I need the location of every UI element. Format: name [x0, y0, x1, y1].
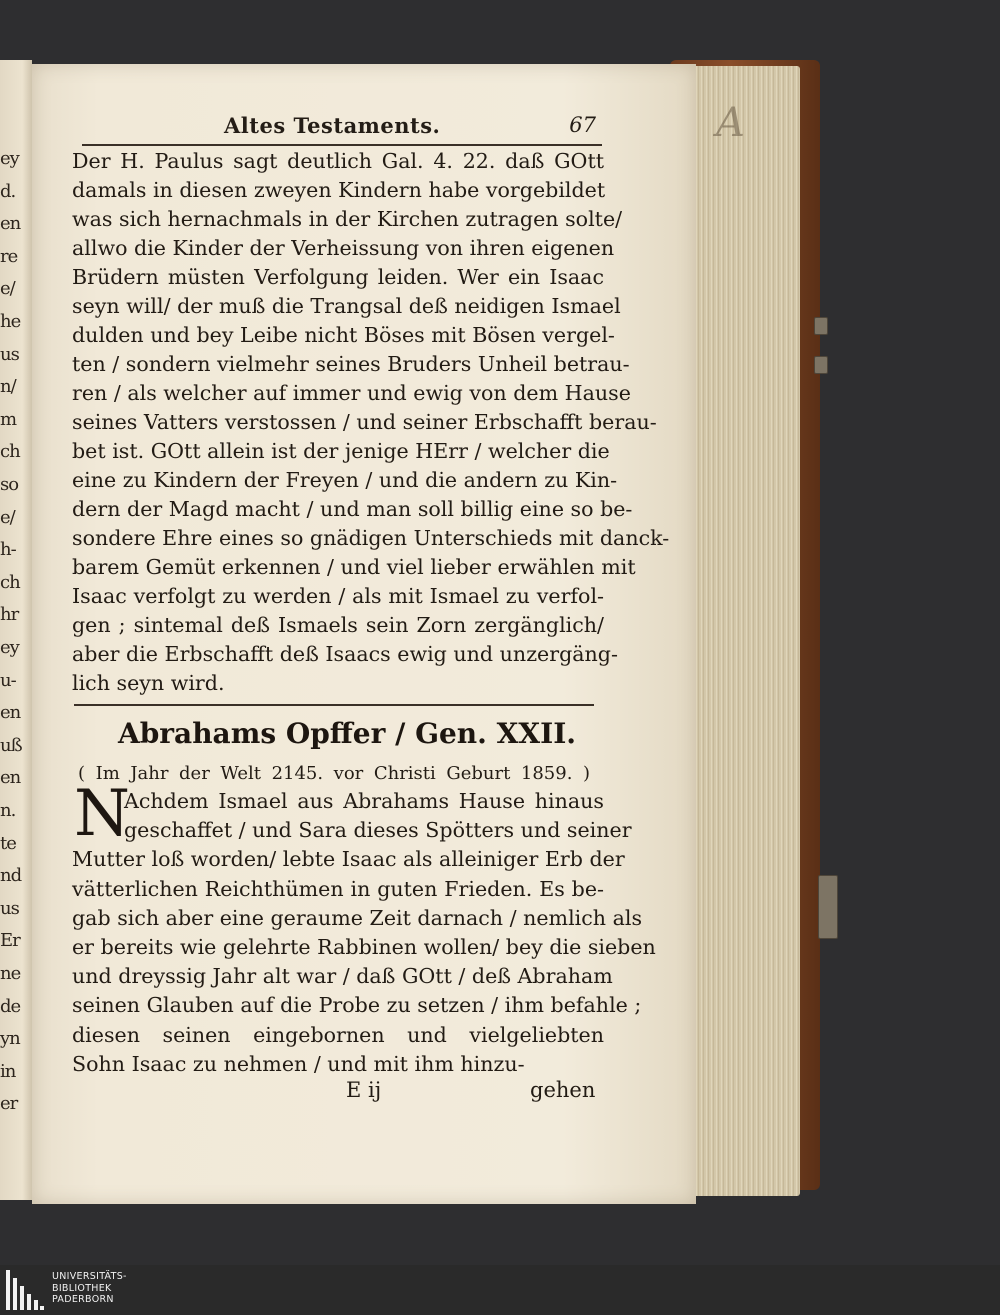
- previous-page-fragment: so: [0, 474, 19, 495]
- previous-page-fragment: e/: [0, 506, 15, 528]
- library-logo-icon: [6, 1270, 44, 1310]
- text-line: eine zu Kindern der Freyen / und die andern zu Kin-: [72, 468, 618, 492]
- text-line: geschaffet / und Sara dieses Spötters und seiner: [124, 818, 632, 843]
- previous-page-fragment: uß: [0, 734, 22, 756]
- text-line: ten / sondern vielmehr seines Bruders Unheil betrau-: [72, 352, 630, 376]
- text-line: er bereits wie gelehrte Rabbinen wollen/ bey die sieben: [72, 935, 656, 959]
- previous-page-fragment: u-: [0, 669, 16, 691]
- previous-page-fragment: ch: [0, 441, 20, 463]
- previous-page-fragment: h-: [0, 539, 16, 561]
- previous-page-fragment: re: [0, 245, 18, 267]
- text-line: seinen Glauben auf die Probe zu setzen / ihm befahle ;: [72, 993, 642, 1018]
- catchword: gehen: [530, 1078, 596, 1102]
- text-line: dulden und bey Leibe nicht Böses mit Bösen vergel-: [72, 323, 615, 347]
- text-line: Der H. Paulus sagt deutlich Gal. 4. 22. daß GOtt: [72, 149, 604, 173]
- library-name: [52, 1271, 127, 1306]
- page-block-edge: [680, 66, 800, 1196]
- previous-page-fragment: ey: [0, 148, 19, 169]
- text-line: dern der Magd macht / und man soll billig eine so be-: [72, 497, 633, 521]
- drop-cap: N: [74, 777, 130, 851]
- text-line: vätterlichen Reichthümen in guten Frieden. Es be-: [72, 876, 604, 901]
- previous-page-fragment: in: [0, 1060, 16, 1082]
- running-title: Altes Testaments.: [224, 113, 441, 138]
- previous-page-fragment: Er: [0, 930, 20, 952]
- clasp-middle: [814, 356, 828, 374]
- previous-page-fragment: en: [0, 702, 21, 724]
- text-line: gab sich aber eine geraume Zeit darnach / nemlich als: [72, 905, 643, 930]
- previous-page-fragment: us: [0, 897, 19, 919]
- text-line: diesen seinen eingebornen und vielgeliebten: [72, 1022, 604, 1047]
- previous-page-fragment: hr: [0, 604, 19, 626]
- previous-page-fragment: d.: [0, 180, 16, 202]
- clasp-lower: [818, 875, 838, 939]
- text-line: Mutter loß worden/ lebte Isaac als alleiniger Erb der: [72, 847, 625, 872]
- clasp-upper: [814, 317, 828, 335]
- previous-page-fragment: nd: [0, 865, 22, 887]
- previous-page-fragment: er: [0, 1093, 18, 1115]
- library-name-line3: PADERBORN: [52, 1294, 114, 1305]
- text-line: sondere Ehre eines so gnädigen Unterschieds mit danck-: [72, 526, 670, 550]
- previous-page-fragment: ch: [0, 571, 20, 593]
- previous-page-fragment: en: [0, 767, 21, 789]
- signature-mark: E ij: [346, 1078, 382, 1102]
- text-line: bet ist. GOtt allein ist der jenige HErr / welcher die: [72, 439, 610, 463]
- text-line: Brüdern müsten Verfolgung leiden. Wer ein Isaac: [72, 265, 604, 289]
- text-line: und dreyssig Jahr alt war / daß GOtt / deß Abraham: [72, 964, 613, 989]
- text-line: ren / als welcher auf immer und ewig von dem Hause: [72, 381, 631, 405]
- previous-page-fragment: us: [0, 343, 19, 365]
- running-header: [72, 113, 604, 143]
- library-footer: [0, 1265, 1000, 1315]
- section-subheading: ( Im Jahr der Welt 2145. vor Christi Geburt 1859. ): [78, 763, 590, 784]
- edge-annotation: A: [716, 100, 745, 146]
- section-rule: [74, 704, 594, 706]
- previous-page-fragment: en: [0, 213, 21, 235]
- page-number: 67: [569, 113, 596, 137]
- previous-page-fragment: n.: [0, 800, 16, 821]
- text-line: was sich hernachmals in der Kirchen zutragen solte/: [72, 207, 623, 231]
- text-line: Achdem Ismael aus Abrahams Hause hinaus: [124, 789, 604, 813]
- text-line: Isaac verfolgt zu werden / als mit Ismael zu verfol-: [72, 584, 604, 608]
- text-line: seyn will/ der muß die Trangsal deß neidigen Ismael: [72, 294, 621, 318]
- previous-page-fragment: e/: [0, 278, 15, 300]
- text-line: gen ; sintemal deß Ismaels sein Zorn zergänglich/: [72, 613, 604, 637]
- library-name-line2: BIBLIOTHEK: [52, 1282, 112, 1294]
- previous-page-fragment: de: [0, 995, 21, 1017]
- text-line: lich seyn wird.: [72, 671, 225, 695]
- header-rule: [82, 144, 602, 146]
- previous-page-fragment: te: [0, 832, 16, 854]
- text-line: aber die Erbschafft deß Isaacs ewig und unzergäng-: [72, 642, 618, 666]
- previous-page-fragment: m: [0, 408, 17, 430]
- text-line: barem Gemüt erkennen / und viel lieber erwählen mit: [72, 555, 636, 579]
- text-line: damals in diesen zweyen Kindern habe vorgebildet: [72, 178, 606, 202]
- previous-page-fragment: ey: [0, 637, 19, 658]
- previous-page-strip: [0, 60, 32, 1200]
- library-name-line1: UNIVERSITÄTS-: [52, 1271, 127, 1282]
- text-line: Sohn Isaac zu nehmen / und mit ihm hinzu-: [72, 1051, 525, 1076]
- previous-page-fragment: ne: [0, 963, 21, 984]
- text-line: allwo die Kinder der Verheissung von ihren eigenen: [72, 236, 615, 260]
- previous-page-fragment: he: [0, 311, 21, 332]
- section-heading: Abrahams Opffer / Gen. XXII.: [118, 717, 577, 750]
- previous-page-fragment: n/: [0, 376, 16, 398]
- previous-page-fragment: yn: [0, 1028, 20, 1050]
- text-line: seines Vatters verstossen / und seiner Erbschafft berau-: [72, 410, 657, 434]
